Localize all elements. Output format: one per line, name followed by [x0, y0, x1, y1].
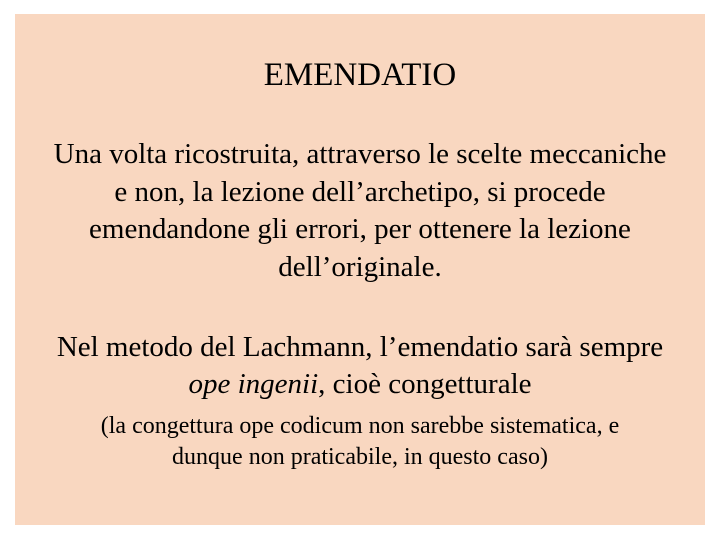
paragraph-line — [15, 366, 705, 403]
slide-title: EMENDATIO — [263, 57, 457, 93]
note-line: dunque non praticabile, in questo caso) — [172, 444, 548, 470]
paragraph-line: emendandone gli errori, per ottenere la lezione — [89, 213, 631, 245]
paragraph-line: Nel metodo del Lachmann, l’emendatio sarà sempre — [56, 331, 664, 363]
paragraph-line-rest: , cioè congetturale — [318, 368, 532, 400]
ope-ingenii-term: ope ingenii — [188, 368, 319, 400]
paragraph-note — [15, 411, 705, 473]
paragraph-lachmann — [15, 329, 705, 403]
note-line: (la congettura ope codicum non sarebbe sistematica, e — [100, 413, 620, 439]
slide-panel — [15, 14, 705, 525]
paragraph-line: e non, la lezione dell’archetipo, si procede — [114, 175, 606, 208]
paragraph-line: Una volta ricostruita, attraverso le scelte meccaniche — [53, 138, 667, 170]
paragraph-line: dell’originale. — [278, 250, 442, 283]
paragraph-archetype — [15, 136, 705, 286]
